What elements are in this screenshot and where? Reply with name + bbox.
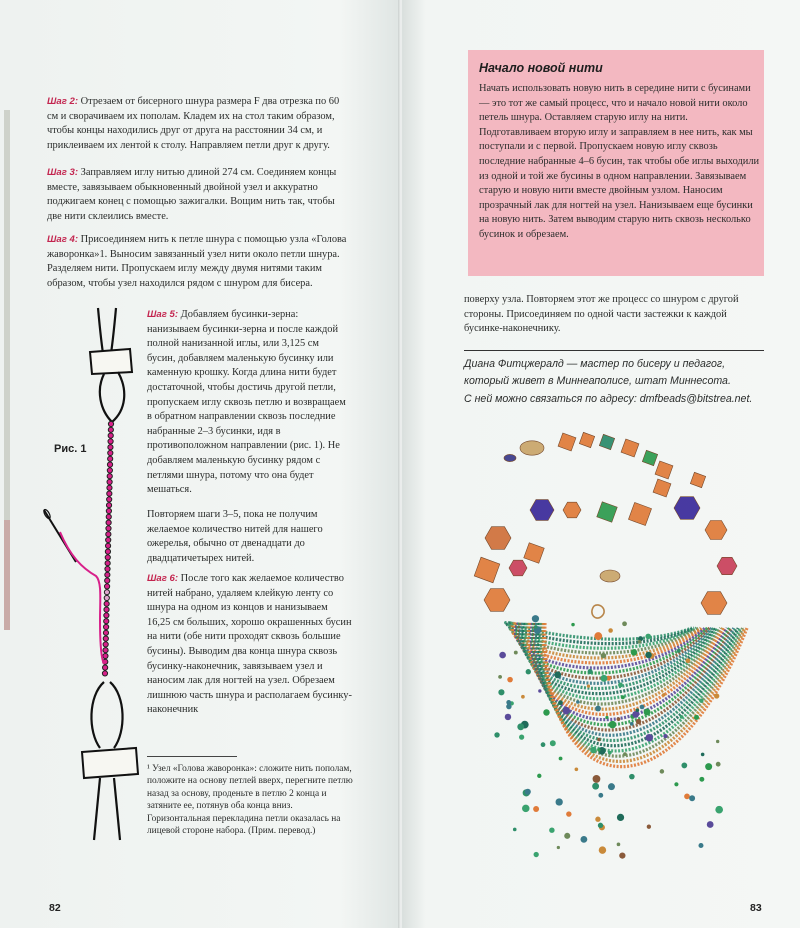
- accent-bead: [571, 623, 574, 626]
- bead: [105, 549, 110, 554]
- accent-bead: [593, 775, 601, 783]
- bead-strand: [102, 421, 113, 676]
- bead: [104, 590, 109, 595]
- large-bead: [524, 543, 545, 564]
- bead: [105, 543, 110, 548]
- thread-path: [60, 532, 104, 664]
- bead: [107, 468, 112, 473]
- step-3-label: Шаг 3:: [47, 167, 79, 178]
- accent-bead: [647, 825, 651, 829]
- accent-bead: [566, 811, 571, 816]
- accent-bead: [549, 827, 554, 832]
- accent-bead: [714, 693, 719, 698]
- bead: [105, 572, 110, 577]
- accent-bead: [595, 817, 600, 822]
- step-2-paragraph: [47, 95, 347, 153]
- bead: [107, 497, 112, 502]
- footnote: ¹ Узел «Голова жаворонка»: сложите нить пополам, положите на основу петлей вверх, перегните петлю назад за основу, проденьте в петлю 2 конца и затяните ее, потянув оба конца вниз. Горизонтальная перекладина петли оказалась на лицевой стороне набора. (Прим. перевод.): [147, 764, 353, 837]
- accent-bead: [617, 843, 621, 847]
- page-number-right: 83: [750, 902, 762, 914]
- tip-box-title: Начало новой нити: [479, 61, 603, 75]
- accent-bead: [681, 763, 687, 769]
- accent-bead: [617, 814, 624, 821]
- bead: [104, 584, 109, 589]
- bead: [104, 607, 109, 612]
- accent-bead: [598, 793, 603, 798]
- bead: [106, 532, 111, 537]
- accent-bead: [537, 774, 541, 778]
- large-bead: [655, 461, 673, 479]
- accent-bead: [631, 649, 637, 655]
- accent-bead: [554, 671, 561, 678]
- top-tape: [90, 349, 132, 374]
- bead: [108, 450, 113, 455]
- accent-bead: [605, 716, 608, 719]
- step-5-text: Добавляем бусинки-зерна: нанизываем бусинки-зерна и после каждой полной нанизанной иглы, или 3,125 см бусин, добавляем маленькую бусинку или каменную крошку. Когда длина нити будет достаточной, чтобы достичь другой петли, пропускаем иглу сквозь петлю и возвращаем в обратном направлении сквозь последние набранные 2–3 бусинки, идя в противоположном направлении (рис. 1). Не добавляем маленькую бусинку рядом с петлями шнура, потому что она будет мешаться.: [147, 309, 346, 496]
- accent-bead: [618, 683, 623, 688]
- large-bead: [705, 521, 727, 540]
- step-5-label: Шаг 5:: [147, 309, 179, 320]
- accent-bead: [590, 747, 596, 753]
- accent-bead: [632, 711, 639, 718]
- accent-bead: [498, 675, 502, 679]
- accent-bead: [699, 777, 704, 782]
- footnote-rule: [147, 756, 237, 757]
- accent-bead: [525, 789, 531, 795]
- accent-bead: [674, 782, 678, 786]
- accent-bead: [630, 722, 634, 726]
- author-note: [464, 356, 764, 408]
- bead: [104, 601, 109, 606]
- accent-bead: [588, 669, 593, 674]
- accent-bead: [694, 715, 699, 720]
- bead: [104, 595, 109, 600]
- bead: [108, 439, 113, 444]
- accent-bead: [662, 693, 665, 696]
- accent-bead: [619, 852, 625, 858]
- large-bead: [621, 439, 639, 457]
- bead: [105, 561, 110, 566]
- step-4-label: Шаг 4:: [47, 234, 79, 245]
- accent-bead: [622, 621, 627, 626]
- large-bead: [485, 527, 511, 550]
- accent-bead: [521, 695, 525, 699]
- bead: [106, 526, 111, 531]
- necklace-photo: [402, 418, 800, 898]
- bead: [106, 520, 111, 525]
- large-bead: [597, 502, 618, 523]
- accent-bead: [608, 751, 612, 755]
- bead: [108, 421, 113, 426]
- accent-bead: [623, 752, 627, 756]
- bead: [104, 624, 109, 629]
- accent-bead: [575, 767, 579, 771]
- bead: [103, 630, 108, 635]
- accent-bead: [680, 715, 684, 719]
- accent-bead: [701, 753, 705, 757]
- continuation-paragraph: поверху узла. Повторяем этот же процесс со шнуром с другой стороны. Присоединяем по одной части застежки к каждой бусинке-наконечнику.: [464, 294, 739, 335]
- accent-bead: [506, 700, 511, 705]
- accent-bead: [514, 651, 518, 655]
- large-bead: [600, 570, 620, 582]
- bead: [105, 555, 110, 560]
- bead: [106, 514, 111, 519]
- accent-bead: [716, 762, 721, 767]
- accent-bead: [558, 700, 563, 705]
- accent-bead: [559, 757, 563, 761]
- accent-bead: [705, 763, 712, 770]
- large-bead: [690, 472, 705, 487]
- accent-bead: [541, 742, 546, 747]
- large-bead: [674, 497, 700, 520]
- author-line-1: Диана Фитцжералд — мастер по бисеру и педагог,: [464, 358, 726, 370]
- step-3-paragraph: [47, 166, 347, 224]
- accent-bead: [608, 783, 615, 790]
- bead: [106, 537, 111, 542]
- accent-bead: [645, 652, 651, 658]
- accent-bead: [563, 707, 571, 715]
- large-bead: [701, 592, 727, 615]
- step-6-text: После того как желаемое количество нитей набрано, удаляем клейкую ленту со шнура на одном из концов и нанизываем 16,25 см больших, хорошо окрашенных бусин на нити (обе нити проходят сквозь большие бусины). Выводим два конца шнура сквозь бусинку-наконечник, завязываем узел и наносим лак для ногтей на узел. Обрезаем лишнюю часть шнура и располагаем бусинку-наконечник: [147, 573, 352, 716]
- large-bead: [599, 434, 614, 449]
- bead: [103, 636, 108, 641]
- accent-bead: [595, 706, 601, 712]
- figure-1-label: Рис. 1: [54, 443, 87, 455]
- bottom-tape: [82, 748, 138, 778]
- step-4-paragraph: [47, 233, 347, 291]
- accent-bead: [689, 795, 695, 801]
- accent-bead: [715, 806, 723, 814]
- accent-bead: [594, 632, 602, 640]
- large-bead-chain: [474, 432, 737, 614]
- bead: [105, 578, 110, 583]
- accent-bead: [698, 843, 703, 848]
- accent-bead: [609, 721, 616, 728]
- bead: [105, 566, 110, 571]
- accent-bead: [621, 695, 625, 699]
- accent-bead: [507, 677, 513, 683]
- accent-bead: [519, 735, 524, 740]
- accent-bead: [600, 675, 607, 682]
- accent-bead: [517, 723, 524, 730]
- accent-bead: [587, 685, 590, 688]
- accent-bead: [538, 689, 541, 692]
- accent-bead: [638, 640, 642, 644]
- accent-bead: [644, 709, 651, 716]
- author-rule: [464, 350, 764, 351]
- accent-bead: [629, 774, 635, 780]
- repeat-text: Повторяем шаги 3–5, пока не получим желаемое количество нитей для нашего ожерелья, обычно от двенадцати до двадцатичетырех нитей.: [147, 509, 323, 564]
- bottom-cord: [94, 778, 120, 840]
- bead: [104, 619, 109, 624]
- bead: [104, 613, 109, 618]
- accent-bead: [636, 708, 640, 712]
- tip-box-text: Начать использовать новую нить в середине нити с бусинами — это тот же самый процесс, что и начало новой нити около петель шнура. Оставляем старую иглу на нити. Подготавливаем вторую иглу и заправляем в нее нить, как мы поступали и с первой. Пропускаем новую иглу сквозь последние набранные 4–6 бусин, так чтобы обе иглы выходили из одной и той же бусины в одном направлении. Завязываем старую и новую нити вместе двойным узлом. Наносим прозрачный лак для ногтей на узел. Нанизываем еще бусинки на новую нить. Затем выводим старую нить сквозь несколько бусинок и обрезаем.: [479, 83, 760, 240]
- accent-bead: [505, 714, 511, 720]
- bead: [108, 445, 113, 450]
- accent-bead: [699, 698, 703, 702]
- author-line-2: который живет в Миннеаполисе, штат Миннесота.: [464, 375, 731, 388]
- figure-1-diagram: [30, 300, 150, 900]
- bead: [107, 479, 112, 484]
- accent-bead: [601, 653, 607, 659]
- accent-bead: [598, 823, 603, 828]
- bead: [107, 462, 112, 467]
- accent-bead: [533, 806, 539, 812]
- accent-bead: [686, 658, 691, 663]
- large-bead: [474, 557, 500, 583]
- large-bead: [653, 479, 671, 497]
- repeat-paragraph: [147, 508, 347, 566]
- accent-bead: [707, 821, 714, 828]
- bead: [103, 665, 108, 670]
- top-loop: [100, 372, 124, 422]
- accent-bead: [498, 689, 504, 695]
- accent-bead: [684, 793, 690, 799]
- accent-bead: [534, 852, 539, 857]
- accent-bead: [526, 669, 531, 674]
- accent-bead: [543, 709, 549, 715]
- accent-bead: [597, 748, 600, 751]
- large-bead: [484, 589, 510, 612]
- clasp-icon: [592, 605, 604, 618]
- accent-bead: [592, 783, 599, 790]
- accent-bead: [599, 846, 606, 853]
- accent-bead: [522, 805, 530, 813]
- accent-bead: [617, 717, 621, 721]
- bead: [102, 671, 107, 676]
- large-bead: [520, 441, 544, 455]
- accent-bead: [640, 705, 645, 710]
- step-4-text: Присоединяем нить к петле шнура с помощью узла «Голова жаворонка»1. Выносим завязанный узел нити около петли шнура. Разделяем нити. Пропускаем иглу между двумя нитями таким образом, чтобы узел находился рядом с шнуром для бисера.: [47, 234, 347, 289]
- accent-bead: [576, 700, 580, 704]
- accent-bead: [494, 732, 499, 737]
- large-bead: [717, 557, 737, 574]
- bead: [108, 433, 113, 438]
- large-bead: [628, 502, 651, 525]
- accent-bead: [550, 740, 556, 746]
- bead: [103, 648, 108, 653]
- bead: [103, 653, 108, 658]
- accent-bead: [534, 625, 538, 629]
- accent-bead: [660, 769, 664, 773]
- accent-bead: [645, 634, 651, 640]
- bead: [107, 485, 112, 490]
- bottom-loop: [91, 682, 122, 748]
- accent-bead: [597, 738, 601, 742]
- seed-bead-strands: [494, 615, 747, 859]
- accent-bead: [677, 649, 681, 653]
- bead: [108, 427, 113, 432]
- page-edge-strip-pink: [4, 520, 10, 630]
- accent-bead: [532, 615, 539, 622]
- accent-bead: [557, 846, 560, 849]
- large-bead: [563, 502, 581, 518]
- large-bead: [504, 454, 516, 461]
- bead: [107, 474, 112, 479]
- author-line-3: С ней можно связаться по адресу: dmfbeads@bitstrea.net.: [464, 392, 753, 405]
- bead: [108, 456, 113, 461]
- large-bead: [558, 433, 576, 451]
- step-3-text: Заправляем иглу нитью длиной 274 см. Соединяем концы вместе, завязываем обыкновенный двойной узел и аккуратно поджигаем конец с помощью зажигалки. Вощим нить так, чтобы две нити склеились вместе.: [47, 167, 337, 222]
- bead: [106, 503, 111, 508]
- accent-bead: [645, 734, 653, 742]
- accent-bead: [499, 652, 506, 659]
- accent-bead: [716, 740, 719, 743]
- accent-bead: [556, 798, 563, 805]
- step-6-paragraph: [147, 572, 352, 718]
- accent-bead: [513, 828, 517, 832]
- accent-bead: [564, 833, 570, 839]
- accent-bead: [580, 836, 587, 843]
- step-2-text: Отрезаем от бисерного шнура размера F два отрезка по 60 см и сворачиваем их пополам. Кладем их на стол таким образом, чтобы концы находились друг от друга на расстоянии 34 см, и приклеиваем их лентой к столу. Направляем петли друг к другу.: [47, 96, 340, 151]
- accent-bead: [636, 719, 641, 724]
- step-5-paragraph: [147, 308, 347, 498]
- large-bead: [509, 560, 527, 576]
- page-number-left: 82: [49, 902, 61, 914]
- bead: [107, 491, 112, 496]
- accent-bead: [663, 734, 667, 738]
- large-bead: [579, 432, 594, 447]
- large-bead: [642, 450, 657, 465]
- large-bead: [530, 500, 554, 521]
- accent-bead: [608, 628, 613, 633]
- bead: [103, 642, 108, 647]
- step-6-label: Шаг 6:: [147, 573, 179, 584]
- step-2-label: Шаг 2:: [47, 96, 79, 107]
- bead: [106, 508, 111, 513]
